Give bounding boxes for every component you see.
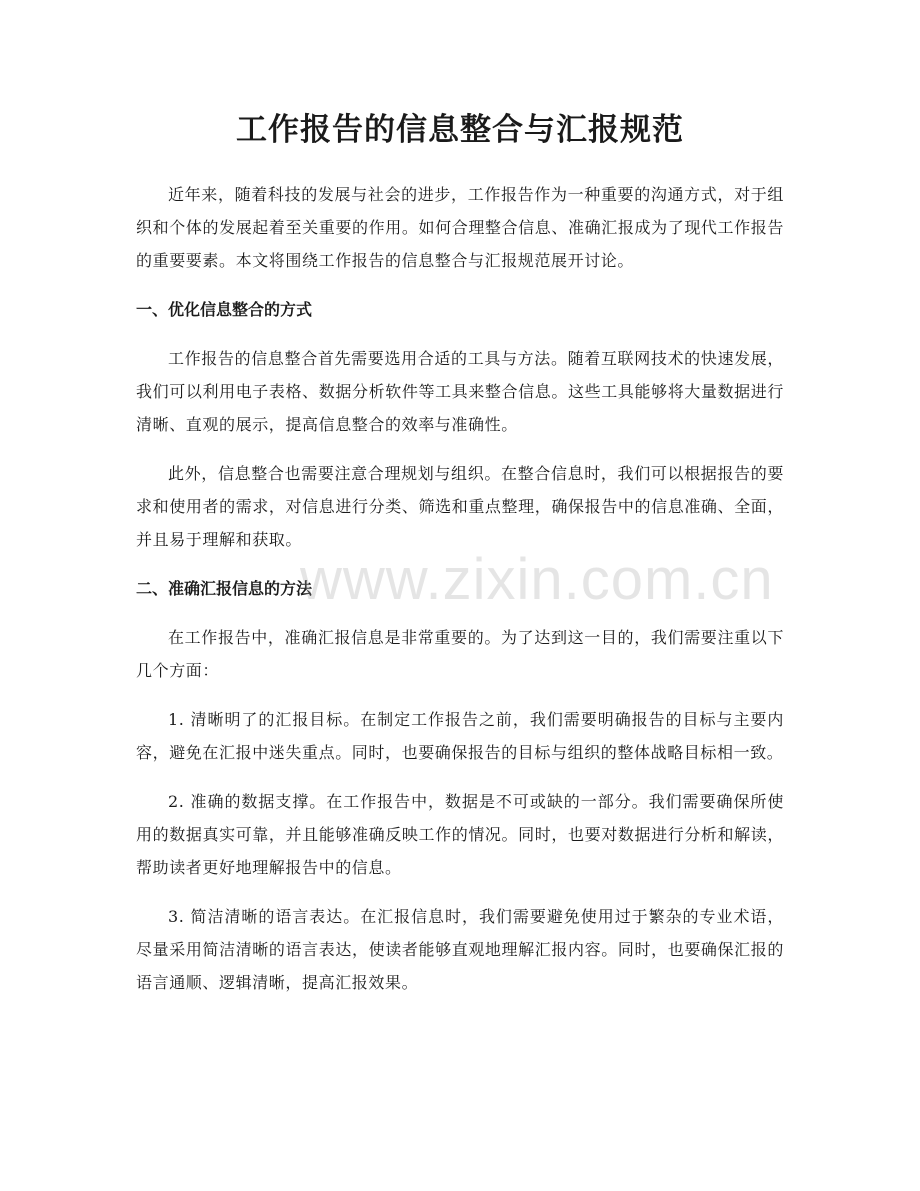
page-title: 工作报告的信息整合与汇报规范 [236, 112, 684, 148]
section-heading-2: 二、准确汇报信息的方法 [136, 579, 313, 598]
document-body [136, 178, 784, 1015]
section-2-item-1: 1. 清晰明了的汇报目标。在制定工作报告之前，我们需要明确报告的目标与主要内容，避免在汇报中迷失重点。同时，也要确保报告的目标与组织的整体战略目标相一致。 [136, 710, 784, 762]
watermark: www.zixin.com.cn [300, 547, 774, 612]
section-2-item-3: 3. 简洁清晰的语言表达。在汇报信息时，我们需要避免使用过于繁杂的专业术语，尽量采用简洁清晰的语言表达，使读者能够直观地理解汇报内容。同时，也要确保汇报的语言通顺、逻辑清晰，提高汇报效果。 [136, 907, 784, 992]
section-2-paragraph-1: 在工作报告中，准确汇报信息是非常重要的。为了达到这一目的，我们需要注重以下几个方面： [136, 628, 784, 680]
section-1-paragraph-1: 工作报告的信息整合首先需要选用合适的工具与方法。随着互联网技术的快速发展，我们可以利用电子表格、数据分析软件等工具来整合信息。这些工具能够将大量数据进行清晰、直观的展示，提高信息整合的效率与准确性。 [136, 349, 784, 434]
section-2-item-2: 2. 准确的数据支撑。在工作报告中，数据是不可或缺的一部分。我们需要确保所使用的数据真实可靠，并且能够准确反映工作的情况。同时，也要对数据进行分析和解读，帮助读者更好地理解报告中的信息。 [136, 792, 784, 877]
intro-paragraph: 近年来，随着科技的发展与社会的进步，工作报告作为一种重要的沟通方式，对于组织和个体的发展起着至关重要的作用。如何合理整合信息、准确汇报成为了现代工作报告的重要要素。本文将围绕工作报告的信息整合与汇报规范展开讨论。 [136, 185, 784, 270]
section-1-paragraph-2: 此外，信息整合也需要注意合理规划与组织。在整合信息时，我们可以根据报告的要求和使用者的需求，对信息进行分类、筛选和重点整理，确保报告中的信息准确、全面，并且易于理解和获取。 [136, 464, 784, 549]
section-heading-1: 一、优化信息整合的方式 [136, 300, 313, 319]
